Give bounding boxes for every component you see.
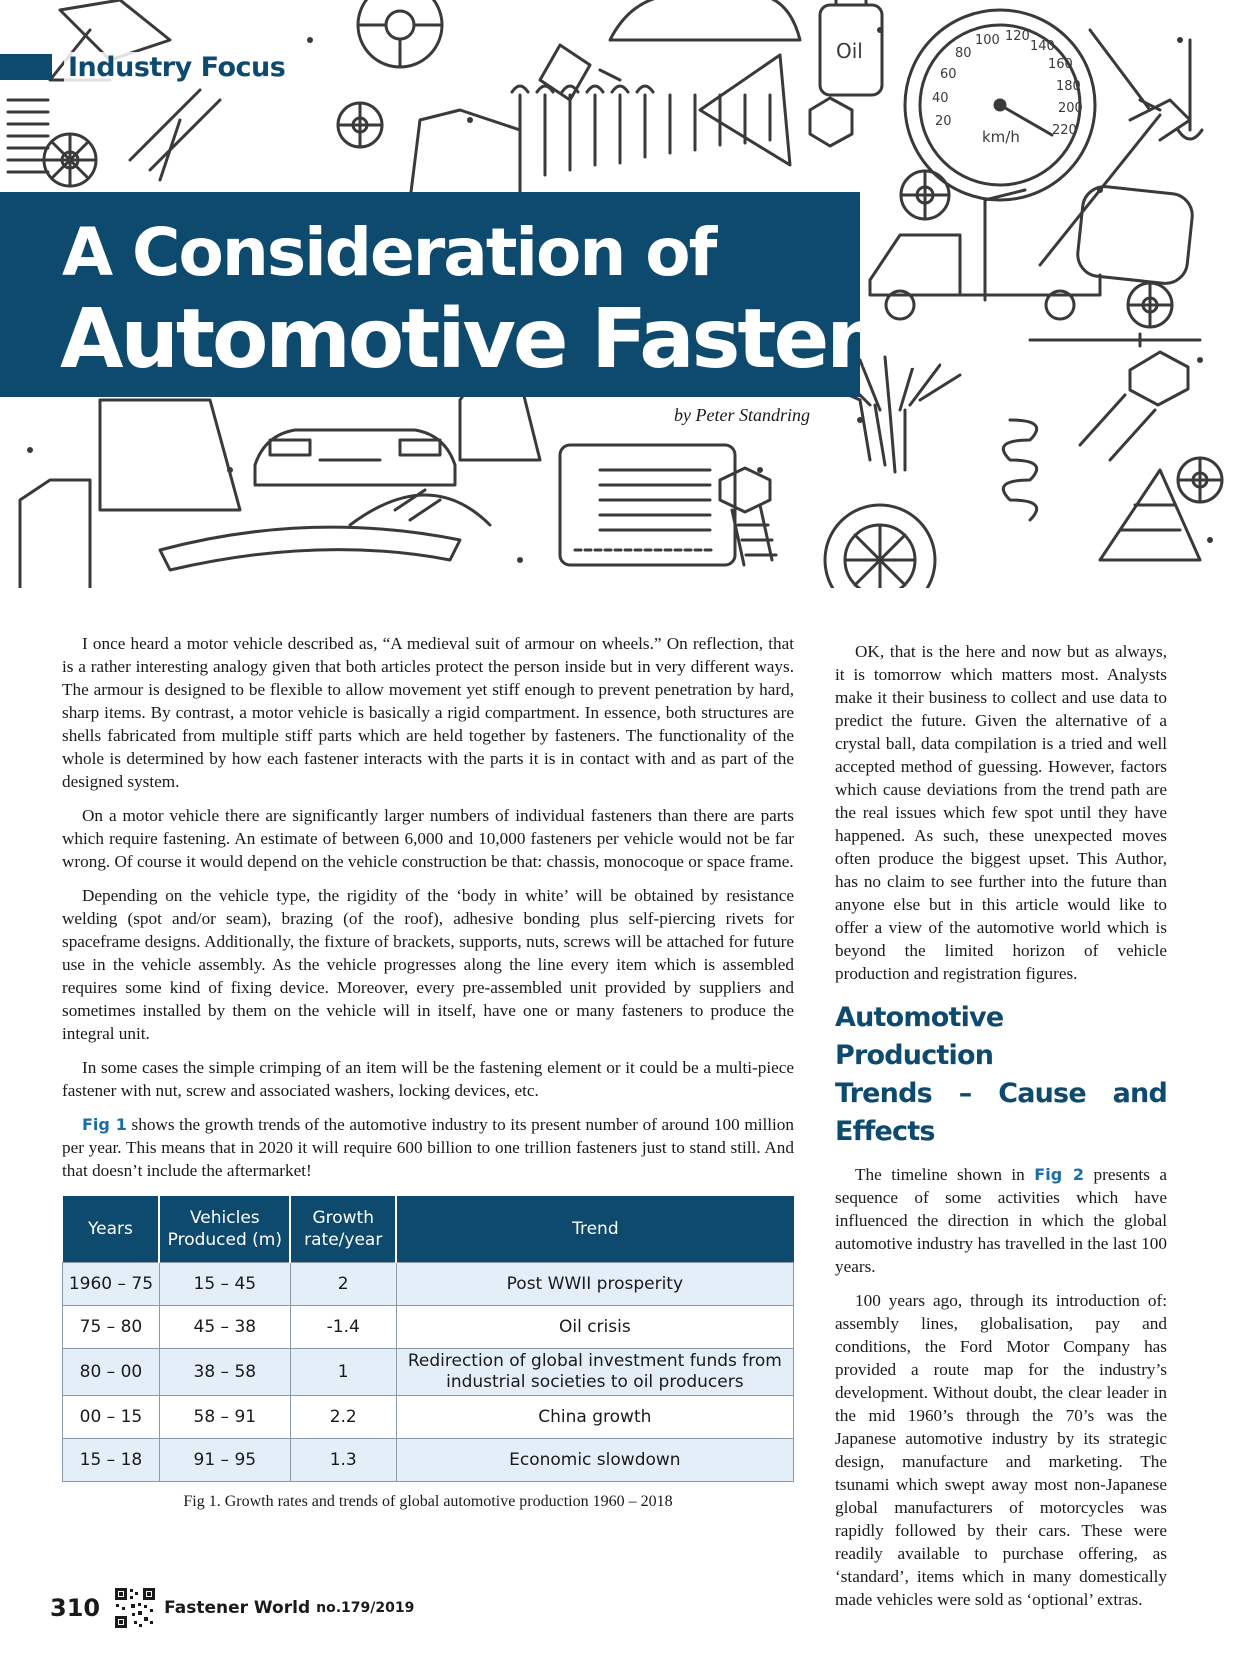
fig1-paragraph-text: shows the growth trends of the automotive industry to its present number of around 100 million per year. This means that in 2020 it will require 600 billion to one trillion fasteners just to stand still. And that doesn’t include the aftermarket!: [62, 1115, 794, 1180]
screwdriver-diagonal: [1090, 30, 1160, 110]
speedo-number: 80: [955, 46, 972, 61]
shock-absorber-spring: [1003, 420, 1036, 520]
fig2-paragraph-text: presents a sequence of some activities which have influenced the direction in which the global automotive industry has travelled in the last 100 years.: [835, 1165, 1168, 1276]
table-cell: 1960 – 75: [63, 1263, 160, 1306]
body-paragraph: 100 years ago, through its introduction of: assembly lines, globalisation, pay and conditions, the Ford Motor Company has provided a route map for the industry’s development. Without doubt, the clear leader in the mid 1960’s through the 70’s was the Japanese automotive industry by its strategic design, manufacture and marketing. The tsunami which swept away most non-Japanese global manufacturers of motorcycles was rapidly followed by their cars. These were readily available to purchase offering, as ‘standard’, items which in many domestically made vehicles were sold as ‘optional’ extras.: [835, 1291, 1167, 1609]
fluid-jug: [20, 480, 90, 588]
table-cell: China growth: [396, 1396, 793, 1439]
magazine-name: Fastener World: [164, 1598, 311, 1618]
wheel-rim-5: [1178, 458, 1222, 502]
table-header-cell: Years: [63, 1196, 160, 1263]
page-footer: [50, 1585, 414, 1631]
table-header-row: [63, 1196, 794, 1263]
hex-bolt-1: [720, 468, 776, 565]
body-paragraph-fig1: [62, 1113, 794, 1182]
issue-number: no.179/2019: [316, 1600, 415, 1616]
body-paragraph: OK, that is the here and now but as always, it is tomorrow which matters most. Analysts make it their business to collect and use data to predict the future. Given the alternative of a crystal ball, data compilation is a tried and well accepted method of guessing. However, factors which cause deviations from the trend path are the real issues which few spot until they have happened. As such, these unexpected moves often produce the biggest upset. This Author, has no claim to see further into the future than anyone else but in this article would like to offer a view of the automotive world which is beyond the limited horizon of vehicle production and registration figures.: [835, 642, 1167, 983]
section-heading-line-1: Automotive Production: [835, 1002, 1004, 1071]
coil-spring: [8, 100, 48, 172]
table-cell: 38 – 58: [159, 1349, 290, 1396]
table-cell: -1.4: [290, 1306, 396, 1349]
section-label: Industry Focus: [64, 52, 289, 83]
body-paragraph: I once heard a motor vehicle described as, “A medieval suit of armour on wheels.” On reflection, that is a rather interesting analogy given that both articles protect the person inside but in very different ways. The armour is designed to be flexible to allow movement yet stiff enough to prevent penetration by hard, sharp items. By contrast, a motor vehicle is basically a rigid compartment. In essence, both structures are shells fabricated from multiple stiff parts which are held together by fasteners. The functionality of the whole is determined by how each fastener interacts with the parts it is in contact with and as part of the designed system.: [62, 634, 794, 791]
speedo-number: 60: [940, 67, 957, 82]
table-cell: Oil crisis: [396, 1306, 793, 1349]
section-tag-bar: [0, 54, 52, 80]
title-block: [0, 192, 1018, 397]
table-row: [63, 1349, 794, 1396]
hex-bolt-2: [1080, 352, 1188, 460]
body-paragraph: On a motor vehicle there are significantly larger numbers of individual fasteners than there are parts which require fastening. An estimate of between 6,000 and 10,000 fasteners per vehicle would not be far wrong. Of course it would depend on the vehicle construction be that: chassis, monocoque or space frame.: [62, 806, 794, 871]
speed-unit-label: km/h: [982, 128, 1020, 146]
table-cell: Post WWII prosperity: [396, 1263, 793, 1306]
speedo-number: 180: [1056, 79, 1081, 94]
table-cell: 1.3: [290, 1439, 396, 1482]
table-cell: 1: [290, 1349, 396, 1396]
table-cell: 91 – 95: [159, 1439, 290, 1482]
speedo-number: 200: [1058, 101, 1083, 116]
table-caption: Fig 1. Growth rates and trends of global automotive production 1960 – 2018: [183, 1493, 673, 1510]
fig2-reference-link[interactable]: Fig 2: [1034, 1165, 1085, 1184]
oil-label: Oil: [836, 39, 863, 63]
rear-spoiler: [160, 527, 460, 570]
jerry-can: [410, 110, 520, 200]
wheel-rim-4: [1128, 283, 1172, 327]
speedo-number: 40: [932, 91, 949, 106]
hex-nut: [810, 98, 852, 146]
table-cell: 80 – 00: [63, 1349, 160, 1396]
table-row: [63, 1396, 794, 1439]
screwdriver: [1030, 334, 1200, 346]
table-header-cell: Vehicles Produced (m): [159, 1196, 290, 1263]
table-header-cell: Growth rate/year: [290, 1196, 396, 1263]
title-line-2: Automotive Fasteners: [60, 292, 1018, 387]
wheel-rim-1: [44, 134, 96, 186]
section-heading-line-2: Trends – Cause and Effects: [835, 1078, 1167, 1147]
speedo-number: 160: [1048, 57, 1073, 72]
car-silhouette: [610, 0, 800, 40]
table-cell: 75 – 80: [63, 1306, 160, 1349]
table-cell: 00 – 15: [63, 1396, 160, 1439]
speedo-number: 120: [1005, 29, 1030, 44]
table-cell: 58 – 91: [159, 1396, 290, 1439]
wheel-rim-2: [338, 103, 382, 147]
speedo-number: 20: [935, 114, 952, 129]
wrench-set: [512, 86, 770, 185]
page-number: 310: [50, 1594, 101, 1622]
table-row: [63, 1306, 794, 1349]
right-column: [835, 640, 1167, 1622]
toolbox-tray: [560, 445, 735, 565]
traffic-cone: [1100, 470, 1200, 560]
title-line-1: A Consideration of: [62, 214, 716, 291]
fig1-reference-link[interactable]: Fig 1: [82, 1115, 127, 1134]
speedo-number: 220: [1052, 123, 1077, 138]
table-header-cell: Trend: [396, 1196, 793, 1263]
pliers: [130, 90, 220, 180]
speedo-number: 100: [975, 33, 1000, 48]
table-cell: 2: [290, 1263, 396, 1306]
body-paragraph: Depending on the vehicle type, the rigidity of the ‘body in white’ will be obtained by resistance welding (spot and/or seam), brazing (of the roof), adhesive bonding plus self-piercing rivets for spaceframe designs. Additionally, the fixture of brackets, supports, nuts, screws will be attached for future use in the vehicle assembly. As the vehicle progresses along the line every item which is assembled requires some kind of fixing device. Moreover, every pre-assembled unit provided by suppliers and sometimes installed by them on the vehicle will in itself, have one or many fasteners to produce the integral unit.: [62, 886, 794, 1043]
growth-trends-table: [62, 1196, 794, 1482]
car-door: [100, 400, 240, 510]
jumper-cables: [350, 490, 490, 525]
section-tag: [0, 52, 289, 82]
car-front: [255, 430, 455, 485]
body-paragraph-fig2: [835, 1163, 1167, 1278]
header-illustration: [0, 0, 1240, 588]
table-cell: 15 – 18: [63, 1439, 160, 1482]
table-row: [63, 1263, 794, 1306]
tire: [825, 505, 935, 588]
section-heading: [835, 999, 1167, 1151]
steering-wheel: [358, 0, 442, 67]
table-cell: 2.2: [290, 1396, 396, 1439]
table-cell: 15 – 45: [159, 1263, 290, 1306]
speedo-number: 140: [1030, 39, 1055, 54]
left-column: [62, 632, 794, 1513]
table-row: [63, 1439, 794, 1482]
table-cell: Economic slowdown: [396, 1439, 793, 1482]
author-byline: by Peter Standring: [600, 405, 810, 426]
body-paragraph: In some cases the simple crimping of an item will be the fastening element or it could be a multi-piece fastener with nut, screw and associated washers, locking devices, etc.: [62, 1058, 794, 1100]
qr-code-icon[interactable]: [114, 1587, 156, 1629]
fig2-paragraph-lead: The timeline shown in: [855, 1165, 1035, 1184]
table-cell: 45 – 38: [159, 1306, 290, 1349]
table-cell: Redirection of global investment funds from industrial societies to oil producers: [396, 1349, 793, 1396]
